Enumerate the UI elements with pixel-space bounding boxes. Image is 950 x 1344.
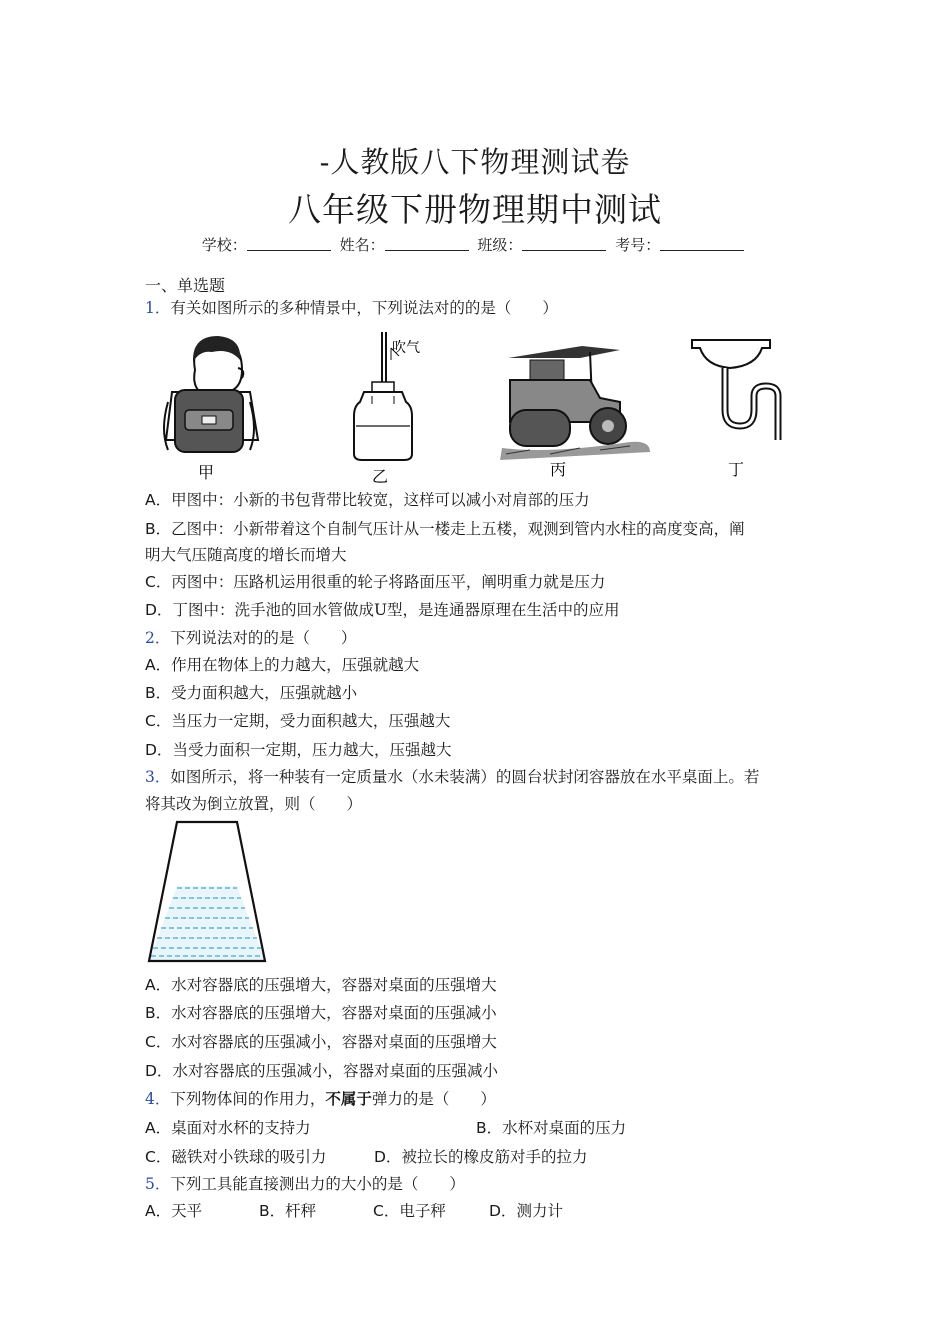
- q3-option-b[interactable]: B．水对容器底的压强增大，容器对桌面的压强减小: [145, 1004, 497, 1022]
- section-heading: 一、单选题: [145, 276, 226, 295]
- q5-option-b[interactable]: B．杆秤: [259, 1202, 317, 1220]
- question-2-stem: [145, 628, 356, 648]
- q2-option-c[interactable]: C．当压力一定期，受力面积越大，压强越大: [145, 712, 451, 730]
- school-blank[interactable]: [247, 238, 331, 251]
- q3-option-d[interactable]: D．水对容器底的压强减小，容器对桌面的压强减小: [145, 1062, 498, 1080]
- q1-option-b-continued: 明大气压随高度的增长而增大: [145, 546, 347, 564]
- q4-option-b[interactable]: B．水杯对桌面的压力: [476, 1119, 627, 1137]
- question-number: 3．: [145, 768, 171, 786]
- q5-option-d[interactable]: D．测力计: [489, 1202, 563, 1220]
- question-5-stem: [145, 1174, 465, 1194]
- q2-option-d[interactable]: D．当受力面积一定期，压力越大，压强越大: [145, 741, 452, 759]
- exam-no-label: 考号：: [615, 236, 661, 254]
- q1-option-b[interactable]: B．乙图中：小新带着这个自制气压计从一楼走上五楼，观测到管内水柱的高度变高，阐: [145, 520, 745, 538]
- question-number: 5．: [145, 1175, 171, 1193]
- emphasis-not: 不属于: [325, 1090, 372, 1108]
- q4-option-c[interactable]: C．磁铁对小铁球的吸引力: [145, 1148, 327, 1166]
- question-4-stem: 4．下列物体间的作用力，不属于弹力的是（ ）: [145, 1090, 496, 1108]
- q3-option-a[interactable]: A．水对容器底的压强增大，容器对桌面的压强增大: [145, 976, 497, 994]
- caption-ding: 丁: [728, 460, 745, 479]
- boy-backpack-figure: [164, 336, 258, 452]
- q5-option-a[interactable]: A．天平: [145, 1202, 203, 1220]
- frustum-container-figure: [145, 820, 275, 966]
- q5-option-c[interactable]: C．电子秤: [373, 1202, 446, 1220]
- question-text: 下列说法对的的是（ ）: [170, 629, 357, 647]
- exam-subtitle: 八年级下册物理期中测试: [288, 190, 662, 229]
- water-fill: [149, 886, 265, 961]
- class-label: 班级：: [477, 236, 523, 254]
- school-label: 学校：: [201, 236, 247, 254]
- question-text: 有关如图所示的多种情景中，下列说法对的的是（ ）: [170, 299, 558, 317]
- question-text: 下列工具能直接测出力的大小的是（ ）: [170, 1175, 465, 1193]
- q1-figures: [150, 330, 830, 490]
- q4-option-a[interactable]: A．桌面对水杯的支持力: [145, 1119, 311, 1137]
- q1-option-c[interactable]: C．丙图中：压路机运用很重的轮子将路面压平，阐明重力就是压力: [145, 573, 606, 591]
- question-3-stem: [145, 767, 759, 787]
- student-info-line: [0, 234, 950, 255]
- page-title: -人教版八下物理测试卷: [319, 145, 631, 179]
- question-number: 1．: [145, 299, 171, 317]
- q2-option-b[interactable]: B．受力面积越大，压强就越小: [145, 684, 358, 702]
- caption-bing: 丙: [550, 460, 567, 479]
- blow-air-label: 吹气: [392, 340, 420, 356]
- class-blank[interactable]: [522, 238, 606, 251]
- q4-option-d[interactable]: D．被拉长的橡皮筋对手的拉力: [374, 1148, 588, 1166]
- question-3-stem-continued: 将其改为倒立放置，则（ ）: [145, 795, 363, 813]
- name-label: 姓名：: [339, 236, 385, 254]
- sink-u-pipe-figure: [692, 340, 778, 440]
- q2-option-a[interactable]: A．作用在物体上的力越大，压强就越大: [145, 656, 420, 674]
- caption-yi: 乙: [372, 467, 389, 486]
- exam-no-blank[interactable]: [660, 238, 744, 251]
- caption-jia: 甲: [198, 463, 215, 482]
- question-1-stem: [145, 298, 558, 318]
- road-roller-figure: [500, 346, 650, 460]
- q1-option-d[interactable]: D．丁图中：洗手池的回水管做成U型，是连通器原理在生活中的应用: [145, 601, 620, 619]
- q1-option-a[interactable]: A．甲图中：小新的书包背带比较宽，这样可以减小对肩部的压力: [145, 491, 590, 509]
- q3-option-c[interactable]: C．水对容器底的压强减小，容器对桌面的压强增大: [145, 1033, 497, 1051]
- name-blank[interactable]: [385, 238, 469, 251]
- question-number: 4．: [145, 1090, 171, 1108]
- question-number: 2．: [145, 629, 171, 647]
- question-text: 如图所示，将一种装有一定质量水（水未装满）的圆台状封闭容器放在水平桌面上。若: [170, 768, 760, 786]
